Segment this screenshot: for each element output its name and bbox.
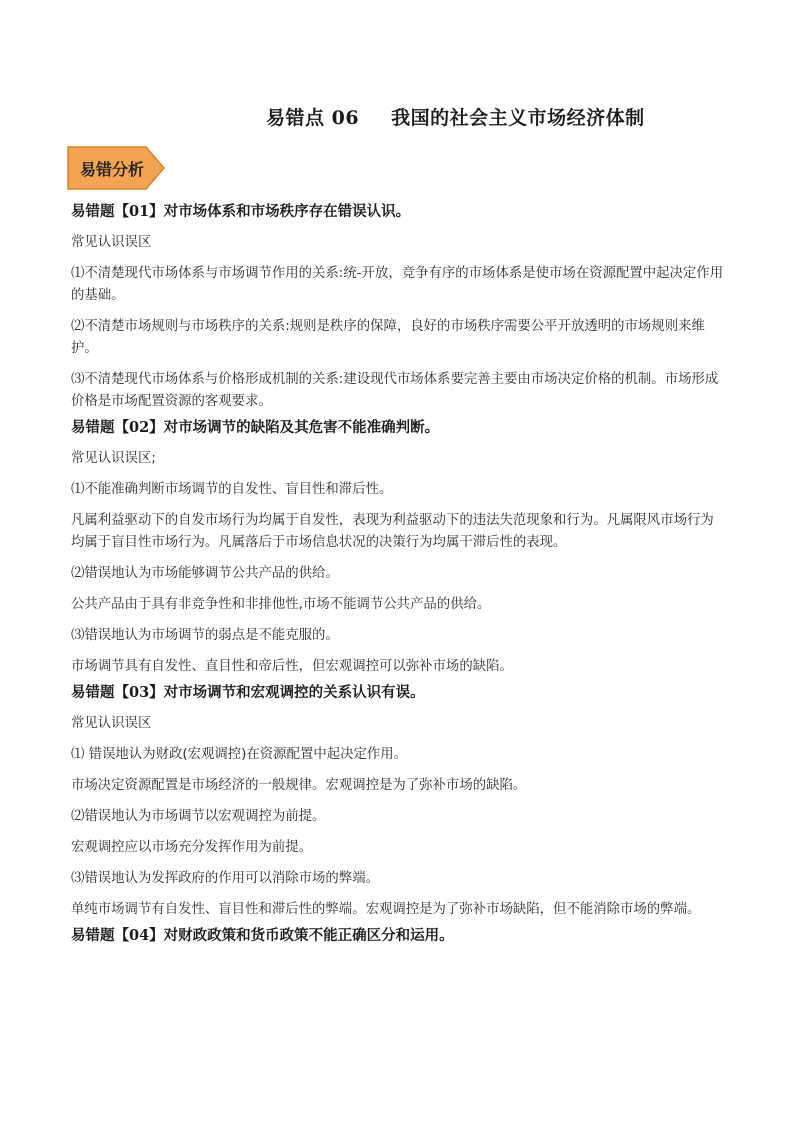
section-01-intro: 常见认识误区 xyxy=(71,235,152,250)
question-title-04: 易错题【04】对财政政策和货币政策不能正确区分和运用。 xyxy=(71,927,454,944)
section-02-point-3: ⑶错误地认为市场调节的弱点是不能克服的。 xyxy=(71,628,339,643)
section-02-explanation-3: 市场调节具有自发性、直目性和帝后性，但宏观调控可以弥补市场的缺陷。 xyxy=(71,659,513,674)
section-03-point-2: ⑵错误地认为市场调节以宏观调控为前提。 xyxy=(71,809,326,824)
section-03-intro: 常见认识误区 xyxy=(71,716,152,731)
section-03-point-1: ⑴ 错误地认为财政(宏观调控)在资源配置中起决定作用。 xyxy=(71,747,408,762)
question-title-01: 易错题【01】对市场体系和市场秩序存在错误认识。 xyxy=(71,203,411,220)
section-01-point-2: ⑵不清楚市场规则与市场秩序的关系:规则是秩序的保障，良好的市场秩序需要公平开放透明的市场规则来维护。 xyxy=(71,319,705,356)
title-topic-number: 易错点 06 xyxy=(266,107,360,129)
section-03-explanation-3: 单纯市场调节有自发性、盲目性和滞后性的弊端。宏观调控是为了弥补市场缺陷，但不能消除市场的弊端。 xyxy=(71,902,701,917)
section-03-point-3: ⑶错误地认为发挥政府的作用可以消除市场的弊端。 xyxy=(71,871,379,886)
question-title-02: 易错题【02】对市场调节的缺陷及其危害不能准确判断。 xyxy=(71,419,440,436)
section-03-explanation-1: 市场决定资源配置是市场经济的一般规律。宏观调控是为了弥补市场的缺陷。 xyxy=(71,778,527,793)
section-02-explanation-2: 公共产品由于具有非竞争性和非排他性,市场不能调节公共产品的供给。 xyxy=(71,597,491,612)
section-banner xyxy=(66,145,166,191)
section-02-explanation-1: 凡属利益驱动下的自发市场行为均属于自发性，表现为利益驱动下的违法失范现象和行为。凡属限风市场行为均属于盲目性市场行为。凡属落后于市场信息状况的决策行为均属干滞后性的表现。 xyxy=(71,513,714,550)
page-title xyxy=(266,103,645,130)
section-01-point-1: ⑴不清楚现代市场体系与市场调节作用的关系:统-开放，竞争有序的市场体系是使市场在资源配置中起决定作用的基础。 xyxy=(71,266,724,303)
banner-label: 易错分析 xyxy=(80,160,145,179)
section-02-point-1: ⑴不能准确判断市场调节的自发性、盲目性和滞后性。 xyxy=(71,482,393,497)
section-03-explanation-2: 宏观调控应以市场充分发挥作用为前提。 xyxy=(71,840,313,855)
question-title-03: 易错题【03】对市场调节和宏观调控的关系认识有误。 xyxy=(71,684,425,701)
document-body xyxy=(71,201,727,956)
section-02-intro: 常见认识误区; xyxy=(71,451,156,466)
section-01-point-3: ⑶不清楚现代市场体系与价格形成机制的关系:建设现代市场体系要完善主要由市场决定价格的机制。市场形成价格是市场配置资源的客观要求。 xyxy=(71,372,719,409)
title-topic-name: 我国的社会主义市场经济体制 xyxy=(391,107,645,129)
section-02-point-2: ⑵错误地认为市场能够调节公共产品的供给。 xyxy=(71,566,339,581)
